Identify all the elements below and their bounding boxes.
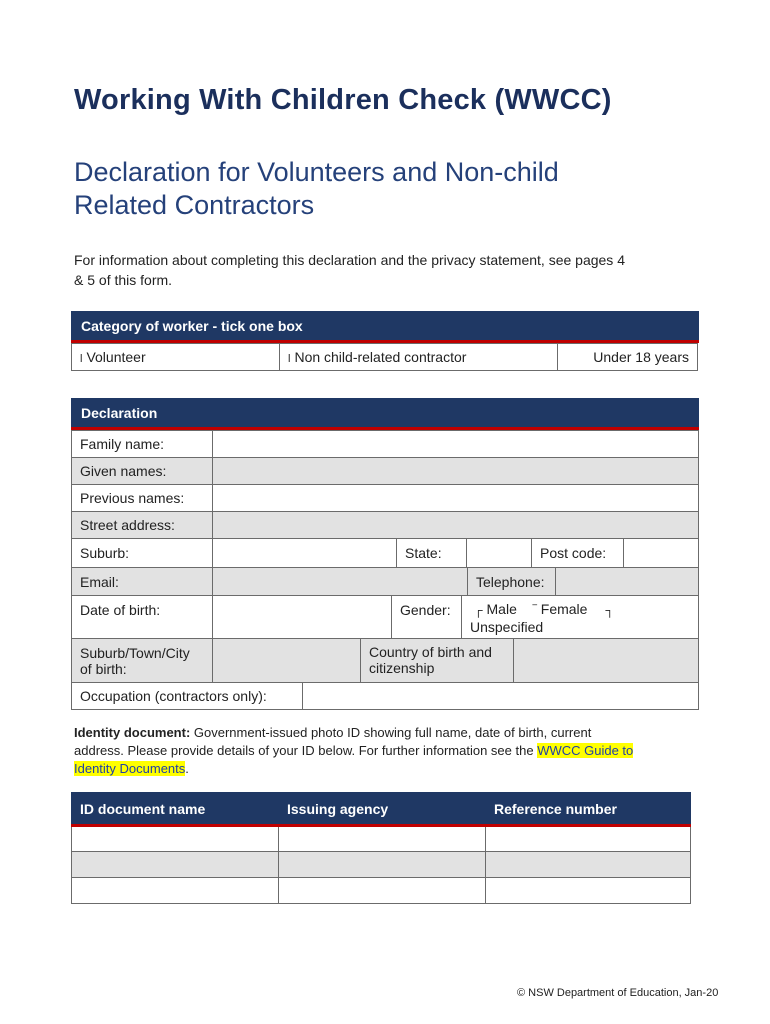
given-names-label: Given names: bbox=[72, 458, 213, 485]
previous-names-field[interactable] bbox=[213, 485, 699, 512]
id-document-table bbox=[71, 792, 691, 904]
tick-box-icon[interactable]: l bbox=[80, 353, 83, 365]
email-row-table bbox=[71, 567, 699, 596]
occupation-label: Occupation (contractors only): bbox=[72, 683, 303, 710]
id-document-name-cell[interactable] bbox=[72, 826, 279, 852]
post-code-label: Post code: bbox=[532, 539, 624, 568]
telephone-field[interactable] bbox=[556, 568, 699, 596]
given-names-field[interactable] bbox=[213, 458, 699, 485]
declaration-names-table bbox=[71, 430, 699, 539]
reference-number-cell[interactable] bbox=[486, 878, 691, 904]
suburb-row-table bbox=[71, 538, 699, 568]
issuing-agency-header: Issuing agency bbox=[279, 793, 486, 826]
email-label: Email: bbox=[72, 568, 213, 596]
suburb-field[interactable] bbox=[213, 539, 397, 568]
birth-place-field[interactable] bbox=[213, 639, 361, 683]
issuing-agency-cell[interactable] bbox=[279, 878, 486, 904]
gender-label: Gender: bbox=[392, 596, 462, 639]
id-document-name-cell[interactable] bbox=[72, 878, 279, 904]
street-address-field[interactable] bbox=[213, 512, 699, 539]
intro-text: For information about completing this declaration and the privacy statement, see pages 4 & 5 of this form. bbox=[74, 252, 625, 288]
reference-number-header: Reference number bbox=[486, 793, 691, 826]
page-title: Working With Children Check (WWCC) bbox=[74, 84, 612, 116]
page-subtitle: Declaration for Volunteers and Non-child Related Contractors bbox=[74, 157, 559, 220]
male-option[interactable]: Male bbox=[486, 601, 517, 617]
under-18-option[interactable]: Under 18 years bbox=[558, 344, 698, 371]
birth-row-table bbox=[71, 638, 699, 683]
country-label: Country of birth and citizenship bbox=[361, 639, 514, 683]
identity-documents-link[interactable]: Identity Documents bbox=[74, 761, 186, 776]
volunteer-option[interactable]: l Volunteer bbox=[72, 344, 280, 371]
state-field[interactable] bbox=[467, 539, 532, 568]
post-code-field[interactable] bbox=[624, 539, 699, 568]
gender-options[interactable] bbox=[462, 596, 699, 639]
issuing-agency-cell[interactable] bbox=[279, 826, 486, 852]
dob-row-table bbox=[71, 595, 699, 639]
category-heading: Category of worker - tick one box bbox=[71, 311, 699, 343]
id-document-name-cell[interactable] bbox=[72, 852, 279, 878]
family-name-label: Family name: bbox=[72, 431, 213, 458]
category-table bbox=[71, 343, 698, 371]
identity-document-text: Identity document: Government-issued photo ID showing full name, date of birth, current address. Please provide details of your ID below. For further information see the WWCC Guide to Identity Documents. bbox=[74, 725, 634, 776]
telephone-label: Telephone: bbox=[468, 568, 556, 596]
unspecified-option[interactable]: Unspecified bbox=[470, 619, 544, 635]
suburb-label: Suburb: bbox=[72, 539, 213, 568]
dob-field[interactable] bbox=[213, 596, 392, 639]
issuing-agency-cell[interactable] bbox=[279, 852, 486, 878]
declaration-heading: Declaration bbox=[71, 398, 699, 430]
street-address-label: Street address: bbox=[72, 512, 213, 539]
tick-box-icon[interactable]: l bbox=[288, 353, 291, 365]
checkbox-icon[interactable]: ┌ bbox=[474, 603, 483, 617]
occupation-field[interactable] bbox=[303, 683, 699, 710]
reference-number-cell[interactable] bbox=[486, 826, 691, 852]
dob-label: Date of birth: bbox=[72, 596, 213, 639]
checkbox-icon[interactable]: ┐ bbox=[605, 603, 614, 617]
birth-place-label: Suburb/Town/City of birth: bbox=[72, 639, 213, 683]
copyright-footer: © NSW Department of Education, Jan-20 bbox=[517, 987, 719, 999]
family-name-field[interactable] bbox=[213, 431, 699, 458]
wwcc-guide-link[interactable]: WWCC Guide to bbox=[537, 743, 634, 758]
reference-number-cell[interactable] bbox=[486, 852, 691, 878]
country-field[interactable] bbox=[514, 639, 699, 683]
contractor-option[interactable]: l Non child-related contractor bbox=[280, 344, 558, 371]
female-option[interactable]: Female bbox=[540, 601, 588, 617]
email-field[interactable] bbox=[213, 568, 468, 596]
id-document-name-header: ID document name bbox=[72, 793, 279, 826]
previous-names-label: Previous names: bbox=[72, 485, 213, 512]
state-label: State: bbox=[397, 539, 467, 568]
occupation-row-table bbox=[71, 682, 699, 710]
checkbox-icon[interactable]: ‾ bbox=[532, 603, 537, 617]
